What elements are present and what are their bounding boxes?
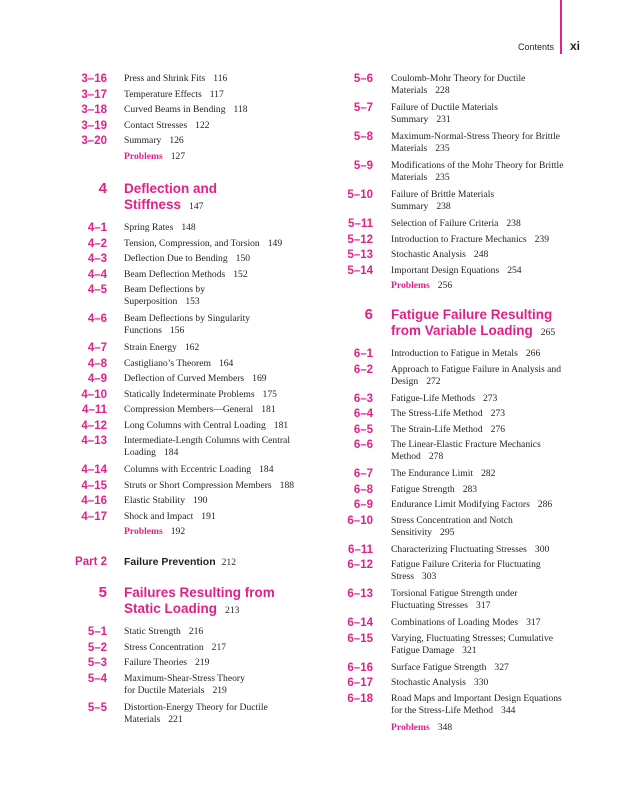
section-title-text: Distortion-Energy Theory for Ductile [124,701,268,713]
section-number: 6–14 [347,617,373,629]
page-ref: 212 [221,557,236,568]
section-title-text: Introduction to Fatigue in Metals [391,348,518,359]
page-ref: 235 [435,172,450,184]
page-ref: 164 [218,357,234,369]
section-number: 3–17 [81,88,107,101]
section-title [391,131,581,155]
page-ref: 152 [233,268,248,280]
section-title [124,73,314,85]
page-ref: 238 [506,218,521,229]
section-title-text: Maximum-Normal-Stress Theory for Brittle [391,131,561,142]
page-ref: 153 [185,296,200,308]
page-ref: 118 [233,104,248,115]
section-title-text-cont: Functions [124,325,162,337]
section-title-text: Columns with Eccentric Loading [124,464,252,475]
section-title-text: Torsional Fatigue Strength under [391,588,518,599]
section-number: 6–13 [347,588,373,600]
section-title [124,269,314,281]
section-title [124,626,314,638]
section-number: 6–11 [348,543,373,556]
page-ref: 303 [421,571,437,583]
chapter-title-line2: Stiffness [124,197,182,212]
page-ref: 191 [201,510,216,522]
section-number: 5–1 [87,626,107,638]
section-title [124,673,314,697]
section-title [391,348,581,360]
section-number: 4–9 [87,373,107,385]
page-ref: 273 [490,408,506,419]
page-ref: 248 [473,249,489,260]
section-title [391,499,581,511]
section-title [124,238,314,250]
section-number: 4–17 [81,510,107,523]
section-title [391,633,581,657]
section-title [391,364,581,388]
page-ref: 175 [262,388,277,400]
section-title-text: Problems [124,150,163,162]
page-ref: 190 [193,495,208,506]
section-title-text: Combinations of Loading Modes [391,617,519,628]
section-title [391,408,581,420]
page-ref: 272 [426,375,441,387]
section-number: 4–14 [81,464,107,476]
section-title-text: Failure of Brittle Materials [391,189,495,200]
section-title [124,342,314,354]
section-title-text-cont: Loading [124,447,156,459]
section-title-text: Modifications of the Mohr Theory for Brittle [391,160,564,171]
chapter-title[interactable] [124,181,344,215]
chapter-title-line1: Deflection and [124,181,218,196]
section-title-text: Important Design Equations [391,264,500,276]
section-title [124,135,314,147]
section-title-text: Failure of Ductile Materials [391,102,498,113]
section-title [391,160,581,184]
page-ref: 169 [252,373,267,384]
section-title [124,657,314,669]
section-title [124,480,314,492]
section-number: 3–18 [81,104,107,116]
page-ref: 213 [225,605,240,616]
section-title [124,702,314,726]
section-title-text: Strain Energy [124,342,177,353]
section-title-text: Fatigue Failure Criteria for Fluctuating [391,559,541,570]
page-ref: 265 [540,327,556,338]
section-number: 3–19 [81,119,107,132]
section-number: 4–2 [87,237,107,250]
page-ref: 300 [534,543,550,555]
section-number: 5–12 [347,233,373,246]
section-title-text-cont: for the Stress-Life Method [391,704,494,716]
section-number: 4–6 [87,313,107,325]
section-title-text: Varying, Fluctuating Stresses; Cumulative [391,632,554,644]
section-title [124,358,314,370]
section-title [124,495,314,507]
section-title [391,189,581,213]
page-ref: 231 [436,114,451,126]
section-title [391,515,581,539]
page-ref: 238 [436,201,451,213]
section-title [124,642,314,654]
chapter-number: 6 [364,306,373,323]
section-number: 5–4 [87,672,107,685]
section-number: 6–3 [353,392,373,405]
page-ref: 221 [168,713,183,725]
section-title-text: Characterizing Fluctuating Stresses [391,543,527,555]
chapter-number: 4 [98,180,107,197]
page-ref: 192 [170,526,186,537]
section-number: 6–2 [353,363,373,376]
section-title [124,89,314,101]
section-title [124,373,314,385]
section-title-text-cont: Summary [391,114,429,126]
page-ref: 126 [169,135,184,146]
section-title-text: Coulomb-Mohr Theory for Ductile [391,73,526,84]
section-title-text-cont: Materials [391,85,428,97]
section-title [124,389,314,401]
section-number: 4–8 [87,357,107,370]
section-number: 5–11 [348,218,373,230]
section-title-text-cont: Method [391,451,421,463]
section-number: 6–4 [353,408,373,420]
page-ref: 181 [273,419,289,431]
section-title-text: Problems [391,280,430,291]
page-number: xi [570,39,581,53]
page-ref: 327 [494,661,509,673]
section-number: 6–1 [353,348,373,360]
section-title [391,677,581,689]
page-ref: 127 [170,150,186,162]
section-title-text: Beam Deflections by [124,284,205,295]
section-number: 4–3 [87,253,107,265]
section-title-text: The Endurance Limit [391,468,474,479]
section-title [391,439,581,463]
page-ref: 282 [481,468,496,479]
section-title-text: Temperature Effects [124,88,202,100]
section-number: 6–9 [353,499,373,511]
page-ref: 216 [188,626,204,637]
page-ref: 162 [184,342,200,353]
section-number: 5–3 [87,657,107,669]
section-title-text-cont: Sensitivity [391,526,433,538]
page-ref: 254 [507,264,522,276]
section-title-text: Static Strength [124,626,181,637]
section-title-text: Fatigue-Life Methods [391,392,475,404]
section-title-text: Road Maps and Important Design Equations [391,692,562,704]
section-title [391,102,581,126]
section-number: 5–13 [347,249,373,261]
section-title-text: Stress Concentration and Notch [391,514,513,526]
section-title [124,313,314,337]
section-title [391,559,581,583]
section-title [391,544,581,556]
section-title-text: The Strain-Life Method [391,423,483,435]
section-title-text-cont: Summary [391,201,429,213]
section-title-text-cont: Fluctuating Stresses [391,600,469,612]
section-title-text: Problems [391,721,430,733]
section-title-text: Summary [124,135,162,146]
section-title-text: Beam Deflections by Singularity [124,313,251,324]
section-title-text-cont: Materials [391,172,428,184]
page-ref: 283 [462,483,478,495]
page-ref: 317 [526,617,541,628]
part-number: Part 2 [75,556,107,568]
section-number: 5–8 [353,131,373,143]
section-title [124,151,314,163]
page-ref: 147 [189,201,204,212]
section-number: 6–5 [353,423,373,436]
page-ref: 117 [209,88,224,100]
section-title [124,222,314,234]
page-ref: 330 [473,677,489,688]
section-title-text: Introduction to Fracture Mechanics [391,233,527,245]
section-title [391,73,581,97]
section-number: 6–7 [353,468,373,480]
page-ref: 256 [437,280,453,291]
section-number: 5–14 [347,264,373,277]
page-ref: 276 [490,423,506,435]
section-title [391,484,581,496]
chapter-title[interactable] [124,585,344,619]
section-title-text: Deflection Due to Bending [124,253,228,264]
section-title-text: Statically Indeterminate Problems [124,388,255,400]
section-title-text: Long Columns with Central Loading [124,419,266,431]
section-title [391,218,581,230]
section-title-text: Contact Stresses [124,119,188,131]
section-title [391,280,581,292]
page-ref: 148 [181,222,196,233]
page-ref: 273 [482,392,498,404]
section-title-text: Stochastic Analysis [391,677,466,688]
section-title [391,588,581,612]
section-title [124,511,314,523]
section-title-text: Failure Theories [124,657,187,668]
section-title-text-cont: Materials [124,713,161,725]
section-title [391,234,581,246]
section-title-text: Shock and Impact [124,510,194,522]
section-title-text-cont: Materials [391,143,428,155]
section-title-text: Problems [124,526,163,537]
section-title [391,617,581,629]
chapter-title-line1: Failures Resulting from [124,585,275,600]
section-number: 4–10 [81,388,107,401]
section-title [391,424,581,436]
part-title[interactable] [124,556,324,569]
section-number: 5–10 [347,189,373,201]
section-title [391,468,581,480]
section-title-text: Approach to Fatigue Failure in Analysis and [391,363,561,375]
section-title [391,722,581,734]
section-number: 5–7 [353,102,373,114]
section-number: 4–13 [81,435,107,447]
section-title-text: The Stress-Life Method [391,408,483,419]
section-number: 6–12 [347,559,373,571]
section-title-text: The Linear-Elastic Fracture Mechanics [391,439,541,450]
section-title [124,526,314,538]
section-title-text: Stress Concentration [124,641,204,653]
section-number: 3–16 [81,73,107,85]
section-title [391,265,581,277]
section-title-text-cont: Fatigue Damage [391,644,455,656]
page-ref: 348 [437,721,453,733]
chapter-title-line1: Fatigue Failure Resulting [391,307,553,322]
page-ref: 344 [501,704,516,716]
page-ref: 228 [435,85,450,97]
section-title-text-cont: Superposition [124,296,178,308]
section-number: 4–16 [81,495,107,507]
section-title-text: Press and Shrink Fits [124,73,206,84]
section-title-text-cont: Stress [391,571,414,583]
section-title [124,253,314,265]
section-title-text-cont: Design [391,375,419,387]
page-ref: 217 [211,641,227,653]
page-ref: 219 [212,684,227,696]
section-title-text: Curved Beams in Bending [124,104,226,115]
part-title-text: Failure Prevention [124,556,216,568]
section-title [391,249,581,261]
section-number: 4–1 [87,222,107,234]
page-ref: 317 [476,600,491,612]
page-ref: 295 [440,526,455,538]
page-ref: 184 [163,447,179,459]
section-title-text: Fatigue Strength [391,483,455,495]
section-number: 6–10 [347,514,373,527]
section-title [124,404,314,416]
section-number: 6–15 [347,632,373,645]
section-number: 4–5 [87,284,107,296]
section-title-text: Selection of Failure Criteria [391,218,499,229]
page-ref: 235 [435,143,450,155]
section-title-text: Struts or Short Compression Members [124,479,272,491]
section-number: 6–8 [353,483,373,496]
section-number: 3–20 [81,135,107,147]
section-number: 6–16 [347,661,373,674]
page-ref: 188 [279,479,295,491]
section-number: 4–12 [81,419,107,432]
page-ref: 116 [213,73,228,84]
section-title-text: Castigliano’s Theorem [124,357,211,369]
page-ref: 150 [235,253,251,264]
section-title-text: Surface Fatigue Strength [391,661,487,673]
section-number: 5–2 [87,641,107,654]
section-title [391,393,581,405]
section-title-text: Endurance Limit Modifying Factors [391,499,530,510]
section-title [124,284,314,308]
section-title [391,693,581,717]
section-title [124,435,314,459]
section-number: 4–4 [87,268,107,281]
section-title [124,464,314,476]
section-number: 5–5 [87,701,107,714]
page-ref: 321 [462,644,477,656]
page-ref: 286 [537,499,553,510]
page-ref: 156 [169,325,185,337]
page-ref: 149 [267,237,283,249]
section-title-text-cont: for Ductile Materials [124,684,205,696]
section-title-text: Deflection of Curved Members [124,373,245,384]
section-title-text: Stochastic Analysis [391,249,466,260]
page-ref: 122 [195,119,210,131]
section-number: 4–7 [87,342,107,354]
section-title [124,420,314,432]
section-number: 5–6 [353,73,373,85]
page-ref: 184 [259,464,274,475]
page-ref: 181 [261,404,276,415]
section-title-text: Elastic Stability [124,495,186,506]
page-ref: 266 [525,348,541,359]
chapter-title[interactable] [391,307,611,341]
section-number: 4–11 [82,404,107,416]
section-title-text: Compression Members—General [124,404,254,415]
page-ref: 278 [428,451,444,463]
chapter-number: 5 [98,584,107,601]
section-number: 4–15 [81,479,107,492]
section-title-text: Tension, Compression, and Torsion [124,237,260,249]
section-number: 5–9 [353,160,373,172]
section-title [124,104,314,116]
section-title-text: Maximum-Shear-Stress Theory [124,672,245,684]
section-title [391,662,581,674]
section-number: 6–18 [347,692,373,705]
page-ref: 219 [194,657,210,668]
section-title-text: Spring Rates [124,222,174,233]
section-title [124,120,314,132]
page-ref: 239 [534,233,549,245]
running-head-label: Contents [517,42,554,52]
chapter-title-line2: Static Loading [124,601,218,616]
section-number: 6–17 [347,677,373,689]
chapter-title-line2: from Variable Loading [391,323,533,338]
section-title-text: Intermediate-Length Columns with Central [124,435,290,446]
section-title-text: Beam Deflection Methods [124,268,226,280]
section-number: 6–6 [353,439,373,451]
